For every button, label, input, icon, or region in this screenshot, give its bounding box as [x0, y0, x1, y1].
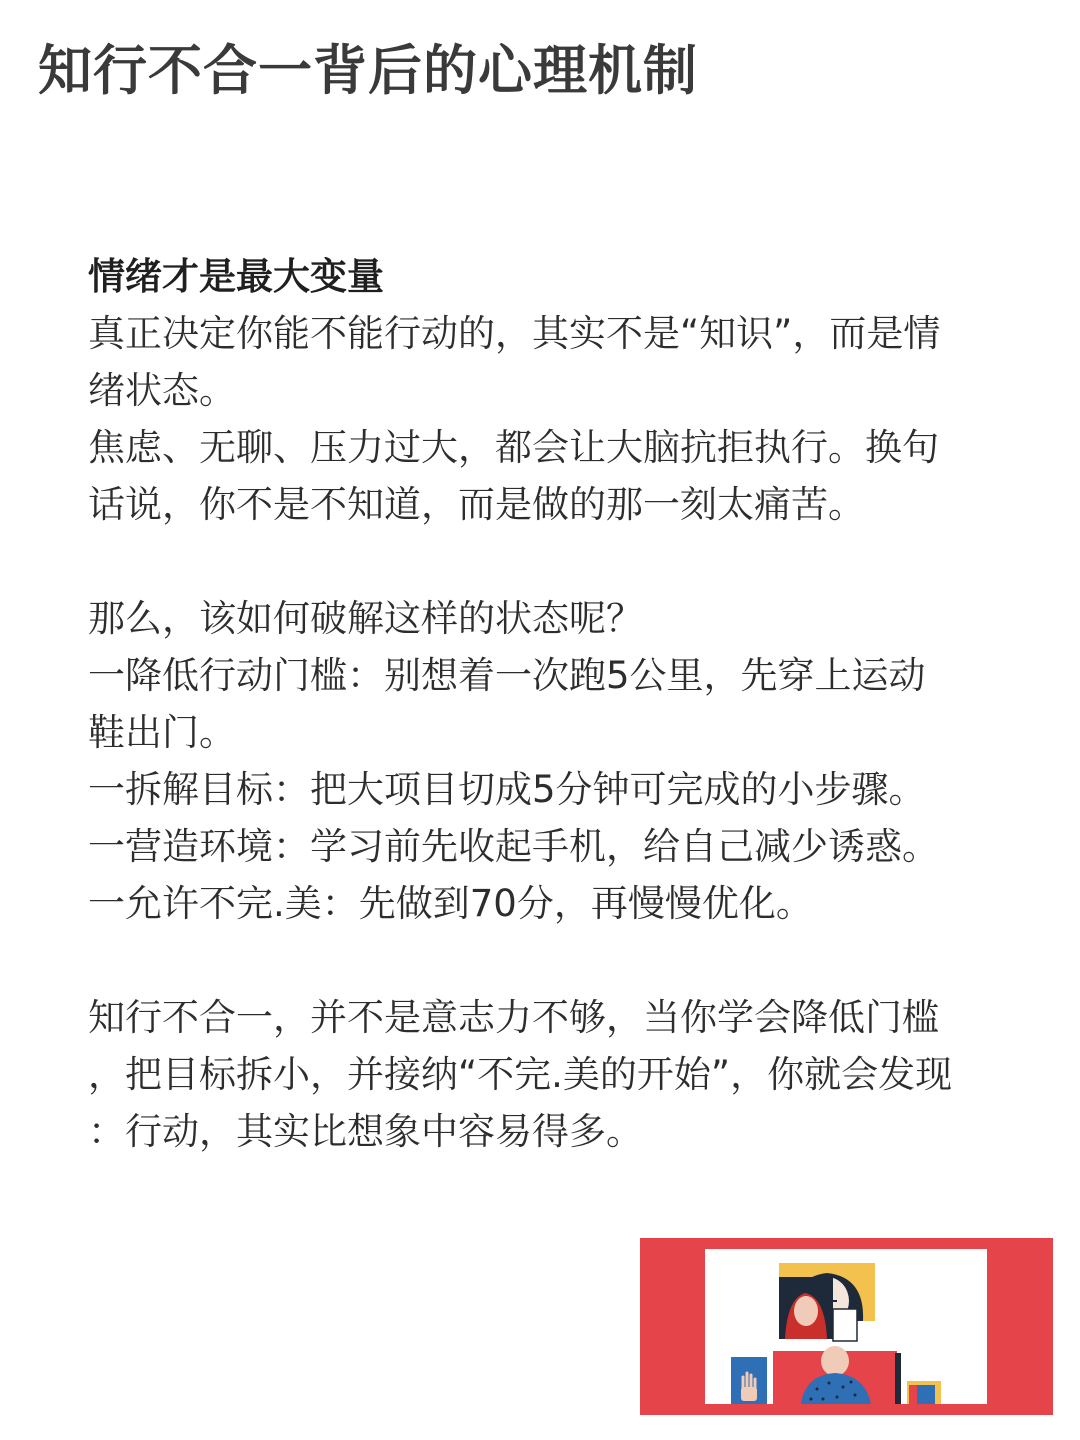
paragraph-line: ：行动，其实比想象中容易得多。: [88, 1110, 643, 1153]
spacer: [88, 932, 1018, 989]
page-title: 知行不合一背后的心理机制: [38, 38, 698, 102]
video-call-illustration: [640, 1238, 1053, 1415]
illustration-panel: [705, 1249, 987, 1404]
list-item: 一营造环境：学习前先收起手机，给自己减少诱惑。: [88, 825, 939, 868]
list-item: 一降低行动门槛：别想着一次跑5公里，先穿上运动: [88, 654, 926, 697]
spacer: [88, 533, 1018, 590]
paragraph-line: 绪状态。: [88, 369, 236, 412]
article-body: [88, 248, 1018, 1160]
question-line: 那么，该如何破解这样的状态呢？: [88, 597, 643, 640]
paragraph-line: 真正决定你能不能行动的，其实不是“知识”，而是情: [88, 312, 941, 355]
list-item: 一拆解目标：把大项目切成5分钟可完成的小步骤。: [88, 768, 926, 811]
list-item: 鞋出门。: [88, 711, 236, 754]
people-icon: [705, 1249, 987, 1404]
paragraph-line: 话说，你不是不知道，而是做的那一刻太痛苦。: [88, 483, 865, 526]
paragraph-line: ，把目标拆小，并接纳“不完.美的开始”，你就会发现: [88, 1053, 953, 1096]
paragraph-line: 焦虑、无聊、压力过大，都会让大脑抗拒执行。换句: [88, 426, 939, 469]
paragraph-line: 知行不合一，并不是意志力不够，当你学会降低门槛: [88, 996, 939, 1039]
section-heading: 情绪才是最大变量: [88, 255, 384, 298]
list-item: 一允许不完.美：先做到70分，再慢慢优化。: [88, 882, 813, 925]
